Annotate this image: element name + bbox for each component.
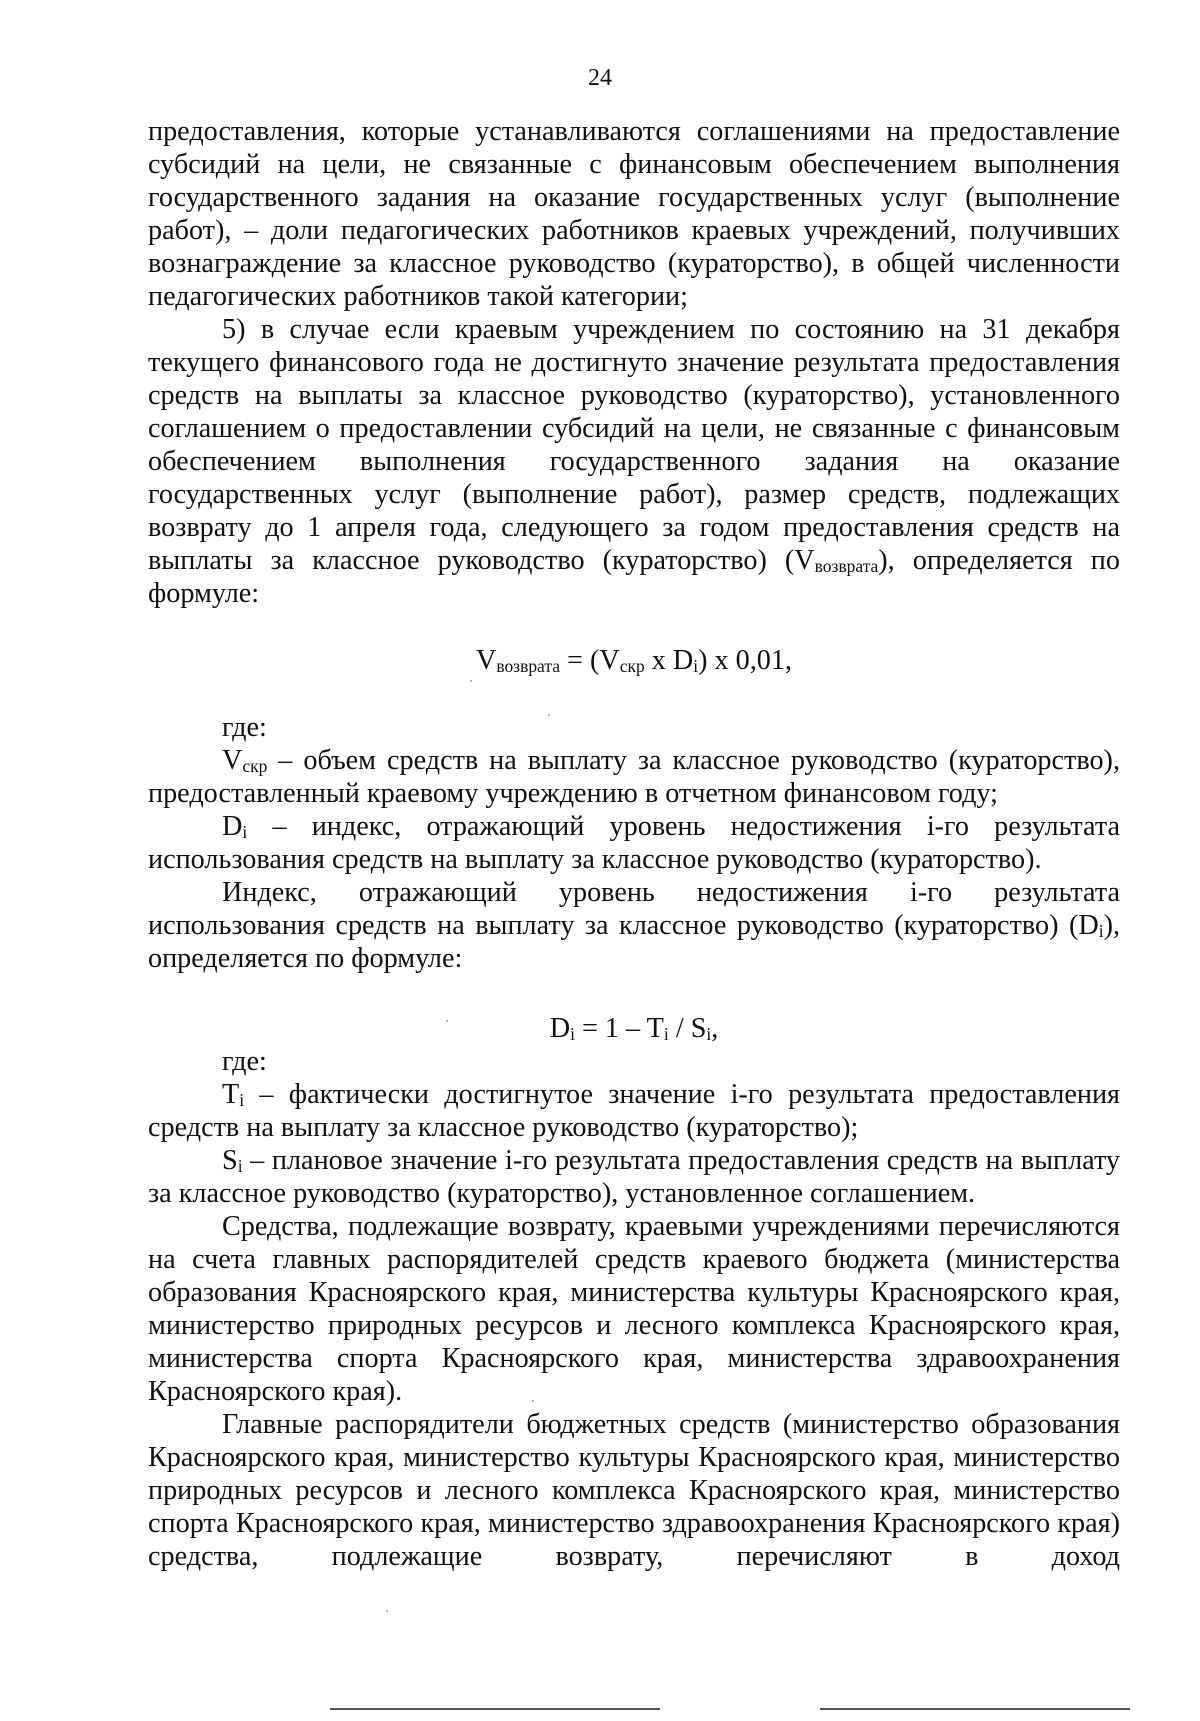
index-ending: ), определяется по формуле: xyxy=(148,910,1120,974)
v-return-subscript: возврата xyxy=(814,556,879,577)
definition-symbol: T xyxy=(222,1079,240,1110)
where-label: где: xyxy=(222,712,267,743)
definition-subscript: i xyxy=(237,1156,243,1177)
scan-speck xyxy=(548,714,550,716)
formula-part: ) x 0,01, xyxy=(698,645,793,676)
definition-t-i xyxy=(148,1078,1120,1144)
formula-symbol: V xyxy=(475,645,497,676)
scan-speck xyxy=(386,1610,388,1612)
document-body xyxy=(148,115,1120,1573)
definition-text: – фактически достигнутое значение i-го результата предоставления средств на выплату за классное руководство (кураторство); xyxy=(148,1079,1120,1143)
formula-part: = (V xyxy=(559,645,620,676)
page-number: 24 xyxy=(588,65,612,91)
formula-subscript: i xyxy=(693,656,699,677)
item-5-ending: ), определяется по формуле: xyxy=(148,545,1120,609)
formula-subscript: i xyxy=(570,1024,575,1045)
paragraph-index xyxy=(148,876,1120,975)
scan-speck xyxy=(532,1400,534,1402)
formula-v-return xyxy=(148,644,1120,677)
formula-subscript: скр xyxy=(619,656,645,677)
paragraph-continuation: предоставления, которые устанавливаются соглашениями на предоставление субсидий на цели, не связанные с финансовым обеспечением выполнения государственного задания на оказание государственных услуг (выполнение работ), – доли педагогических работников краевых учреждений, получивших вознаграждение за классное руководство (кураторство), в общей численности педагогических работников такой категории; xyxy=(148,116,1120,312)
paragraph-main-distributors: Главные распорядители бюджетных средств (министерство образования Красноярского края, министерство культуры Красноярского края, министерство природных ресурсов и лесного комплекса Красноярского края, министерство спорта Красноярского края, министерство здравоохранения Красноярского края) средства, подлежащие возврату, перечисляют в доход xyxy=(148,1409,1120,1572)
formula-subscript: i xyxy=(706,1024,712,1045)
definition-text: – индекс, отражающий уровень недостижения i-го результата использования средств на выплату за классное руководство (кураторство). xyxy=(148,811,1120,875)
paragraph-return-funds: Средства, подлежащие возврату, краевыми учреждениями перечисляются на счета главных распорядителей средств краевого бюджета (министерства образования Красноярского края, министерства культуры Красноярского края, министерство природных ресурсов и лесного комплекса Красноярского края, министерства спорта Красноярского края, министерства здравоохранения Красноярского края). xyxy=(148,1211,1120,1407)
formula-subscript: i xyxy=(663,1024,669,1045)
index-subscript: i xyxy=(1098,921,1104,942)
definition-d-i xyxy=(148,810,1120,876)
formula-part: x D xyxy=(644,645,694,676)
footer-rule xyxy=(330,1708,660,1710)
definition-text: – объем средств на выплату за классное руководство (кураторство), предоставленный краевому учреждению в отчетном финансовом году; xyxy=(148,745,1120,809)
scan-speck xyxy=(470,680,472,682)
formula-symbol: D xyxy=(549,1013,571,1044)
definition-v-skr xyxy=(148,744,1120,810)
definition-subscript: i xyxy=(239,1090,245,1111)
formula-part: = 1 – T xyxy=(574,1013,664,1044)
definition-text: – плановое значение i-го результата предоставления средств на выплату за классное руководство (кураторство), установленное соглашением. xyxy=(148,1145,1120,1209)
item-5-text: 5) в случае если краевым учреждением по состоянию на 31 декабря текущего финансового года не достигнуто значение результата предоставления средств на выплаты за классное руководство (кураторство), установленного соглашением о предоставлении субсидий на цели, не связанные с финансовым обеспечением выполнения государственного задания на оказание государственных услуг (выполнение работ), размер средств, подлежащих возврату до 1 апреля года, следующего за годом предоставления средств на выплаты за классное руководство (кураторство) (V xyxy=(148,314,1120,576)
footer-rule xyxy=(820,1708,1130,1710)
formula-d-i xyxy=(148,1012,1120,1045)
scan-speck xyxy=(446,1020,448,1022)
definition-symbol: V xyxy=(222,745,243,776)
formula-part: / S xyxy=(668,1013,707,1044)
index-text: Индекс, отражающий уровень недостижения i-го результата использования средств на выплату за классное руководство (кураторство) (D xyxy=(148,877,1120,941)
formula-subscript: возврата xyxy=(496,656,560,677)
definition-s-i xyxy=(148,1144,1120,1210)
definition-symbol: S xyxy=(222,1145,238,1176)
definition-subscript: i xyxy=(242,822,248,843)
definition-symbol: D xyxy=(222,811,243,842)
definition-subscript: скр xyxy=(242,756,268,777)
formula-part: , xyxy=(711,1013,719,1044)
paragraph-item-5 xyxy=(148,313,1120,610)
where-label: где: xyxy=(222,1046,267,1077)
